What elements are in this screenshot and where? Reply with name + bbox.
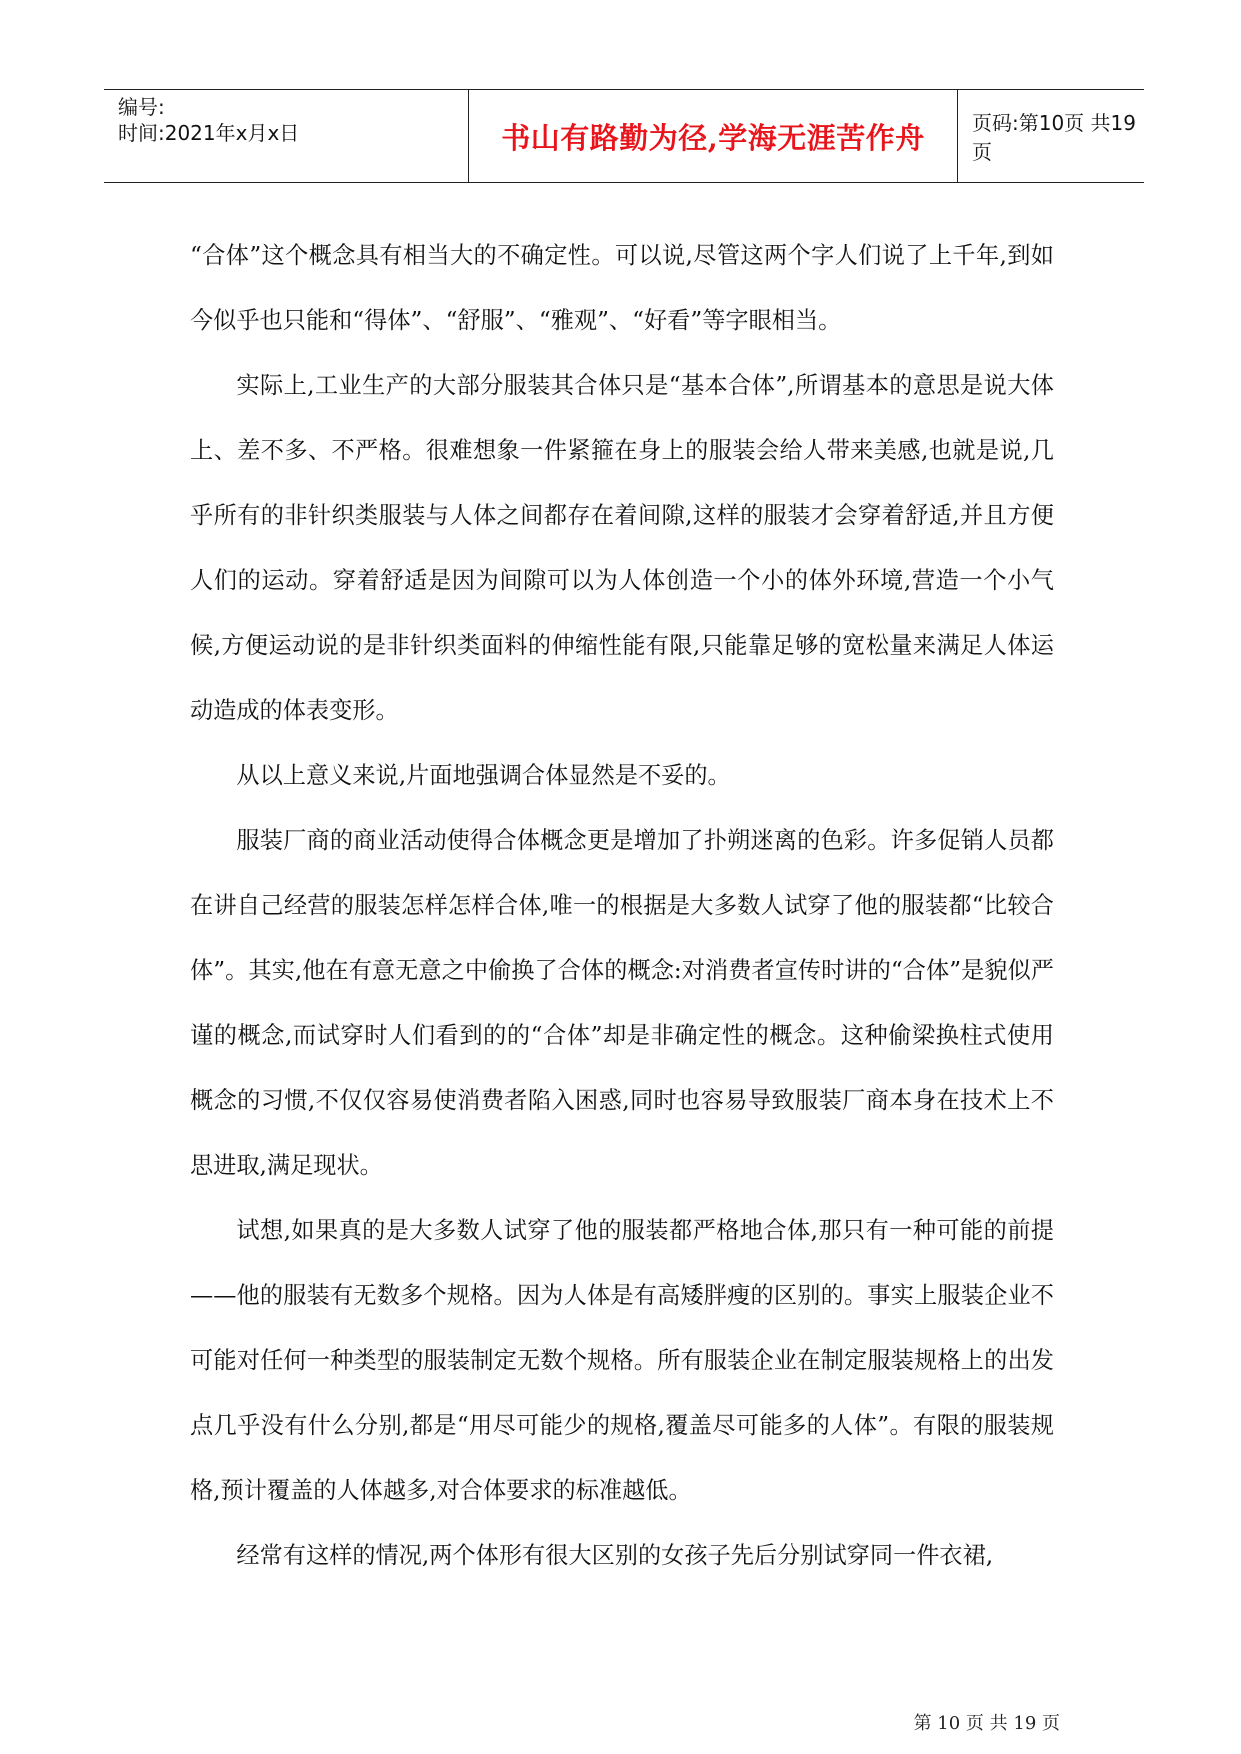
paragraph-2: 实际上,工业生产的大部分服装其合体只是“基本合体”,所谓基本的意思是说大体上、差不多、不严格。很难想象一件紧箍在身上的服装会给人带来美感,也就是说,几乎所有的非针织类服装与人体之间都存在着间隙,这样的服装才会穿着舒适,并且方便人们的运动。穿着舒适是因为间隙可以为人体创造一个小的体外环境,营造一个小气候,方便运动说的是非针织类面料的伸缩性能有限,只能靠足够的宽松量来满足人体运动造成的体表变形。 xyxy=(190,372,1054,724)
header-meta xyxy=(118,94,468,146)
header-motto: 书山有路勤为径,学海无涯苦作舟 xyxy=(501,120,925,155)
header-divider-left xyxy=(468,90,469,182)
page-header xyxy=(104,89,1144,183)
header-page-label: 页码:第10页 共19页 xyxy=(972,111,1136,164)
document-number-label: 编号: xyxy=(118,95,165,119)
document-body xyxy=(190,223,1054,1588)
paragraph-1: “合体”这个概念具有相当大的不确定性。可以说,尽管这两个字人们说了上千年,到如今似乎也只能和“得体”、“舒服”、“雅观”、“好看”等字眼相当。 xyxy=(190,242,1054,334)
paragraph-3: 从以上意义来说,片面地强调合体显然是不妥的。 xyxy=(236,762,731,789)
paragraph-5: 试想,如果真的是大多数人试穿了他的服装都严格地合体,那只有一种可能的前提——他的服装有无数多个规格。因为人体是有高矮胖瘦的区别的。事实上服装企业不可能对任何一种类型的服装制定无数个规格。所有服装企业在制定服装规格上的出发点几乎没有什么分别,都是“用尽可能少的规格,覆盖尽可能多的人体”。有限的服装规格,预计覆盖的人体越多,对合体要求的标准越低。 xyxy=(190,1217,1054,1504)
page-footer: 第 10 页 共 19 页 xyxy=(913,1713,1060,1734)
paragraph-6: 经常有这样的情况,两个体形有很大区别的女孩子先后分别试穿同一件衣裙, xyxy=(236,1542,994,1569)
document-time-label: 时间:2021年x月x日 xyxy=(118,121,300,145)
header-divider-right xyxy=(957,90,958,182)
paragraph-4: 服装厂商的商业活动使得合体概念更是增加了扑朔迷离的色彩。许多促销人员都在讲自己经营的服装怎样怎样合体,唯一的根据是大多数人试穿了他的服装都“比较合体”。其实,他在有意无意之中偷换了合体的概念:对消费者宣传时讲的“合体”是貌似严谨的概念,而试穿时人们看到的的“合体”却是非确定性的概念。这种偷梁换柱式使用概念的习惯,不仅仅容易使消费者陷入困惑,同时也容易导致服装厂商本身在技术上不思进取,满足现状。 xyxy=(190,827,1054,1179)
